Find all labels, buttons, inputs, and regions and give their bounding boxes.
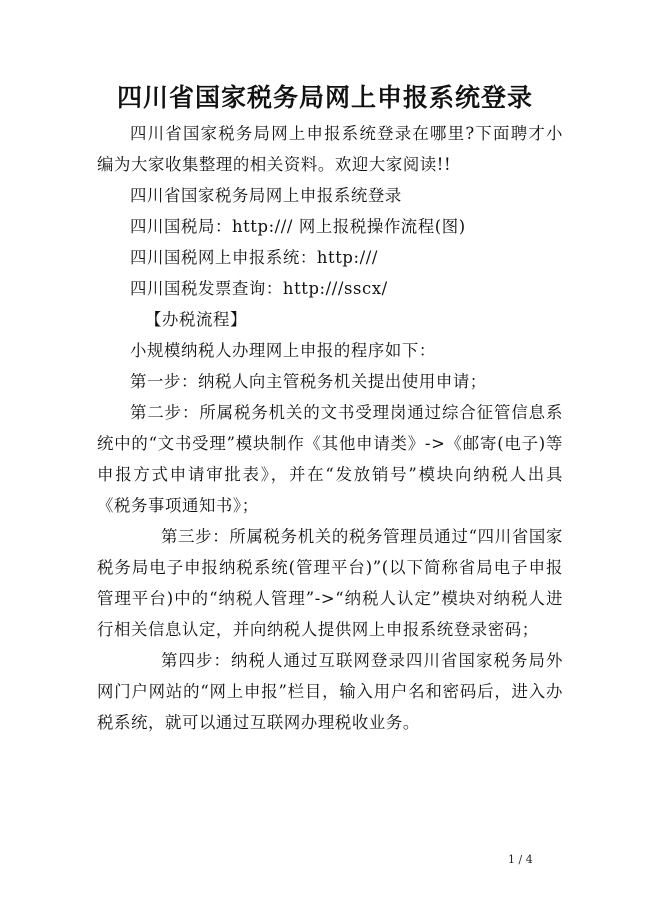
- step-one: 第一步：纳税人向主管税务机关提出使用申请；: [130, 372, 487, 391]
- link-invoice-query: 四川国税发票查询：http:///sscx/: [130, 279, 388, 298]
- link-online-filing: 四川国税网上申报系统：http:///: [130, 248, 379, 267]
- step-four: 第四步：纳税人通过互联网登录四川省国家税务局外网门户网站的“网上申报”栏目，输入用户名和密码后，进入办税系统，就可以通过互联网办理税收业务。: [97, 651, 563, 732]
- intro-paragraph: 四川省国家税务局网上申报系统登录在哪里?下面聘才小编为大家收集整理的相关资料。欢迎大家阅读!!: [97, 124, 563, 174]
- page-number: 1 / 4: [508, 853, 533, 866]
- procedure-intro: 小规模纳税人办理网上申报的程序如下：: [130, 341, 436, 360]
- document-body: [97, 118, 563, 738]
- section-heading: 【办税流程】: [145, 310, 247, 329]
- subheading-login: 四川省国家税务局网上申报系统登录: [130, 186, 402, 205]
- document-title: 四川省国家税务局网上申报系统登录: [116, 83, 533, 112]
- link-tax-bureau: 四川国税局：http:/// 网上报税操作流程(图): [130, 217, 466, 236]
- step-three: 第三步：所属税务机关的税务管理员通过“四川省国家税务局电子申报纳税系统(管理平台)”(以下简称省局电子申报管理平台)中的“纳税人管理”->“纳税人认定”模块对纳税人进行相关信息认定，并向纳税人提供网上申报系统登录密码；: [97, 527, 563, 639]
- step-two: 第二步：所属税务机关的文书受理岗通过综合征管信息系统中的“文书受理”模块制作《其他申请类》->《邮寄(电子)等申报方式申请审批表》，并在“发放销号”模块向纳税人出具《税务事项通知书》；: [97, 403, 563, 515]
